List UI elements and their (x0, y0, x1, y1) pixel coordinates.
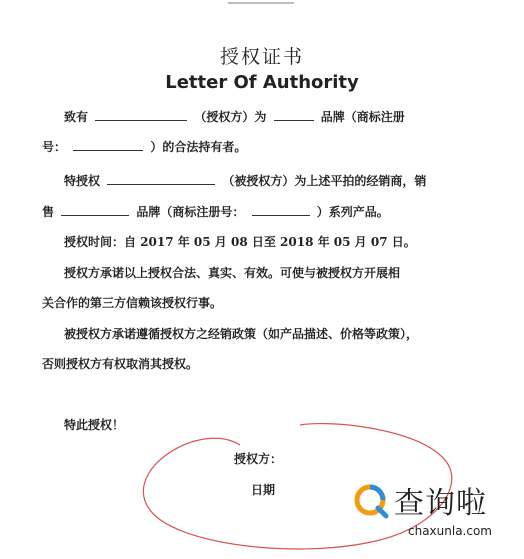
text-segment: ）的合法持有者。 (150, 140, 247, 154)
text-segment: 品牌（商标注册号： (136, 205, 245, 219)
watermark (352, 474, 522, 554)
closing-line: 特此授权！ (64, 418, 125, 432)
date-label: 日期 (251, 483, 276, 497)
text-segment: 特授权 (64, 174, 101, 188)
title-english: Letter Of Authority (165, 72, 359, 93)
text-segment: 号： (42, 140, 67, 154)
watermark-url: chaxunla.com (408, 524, 492, 538)
text-segment: ）系列产品。 (316, 205, 389, 219)
text-segment: （授权方）为 (194, 110, 267, 124)
magnifier-logo-icon (352, 482, 390, 520)
text-segment: （被授权方）为上述平拍的经销商，销 (222, 174, 427, 188)
body-line-7: 关合作的第三方信赖该授权行事。 (42, 296, 223, 310)
watermark-brand: 查询啦 (394, 486, 487, 521)
text-segment: 品牌（商标注册 (320, 110, 405, 124)
title-chinese: 授权证书 (219, 46, 304, 68)
body-line-5: 授权时间：自 2017 年 05 月 08 日至 2018 年 05 月 07 日。 (64, 235, 416, 249)
text-segment: 致有 (64, 110, 89, 124)
text-segment: 售 (42, 205, 55, 219)
body-line-8: 被授权方承诺遵循授权方之经销政策（如产品描述、价格等政策）， (64, 327, 419, 341)
body-line-9: 否则授权方有权取消其授权。 (42, 357, 199, 371)
authorizer-label: 授权方： (234, 452, 283, 466)
body-line-6: 授权方承诺以上授权合法、真实、有效。可使与被授权方开展相 (64, 266, 401, 280)
